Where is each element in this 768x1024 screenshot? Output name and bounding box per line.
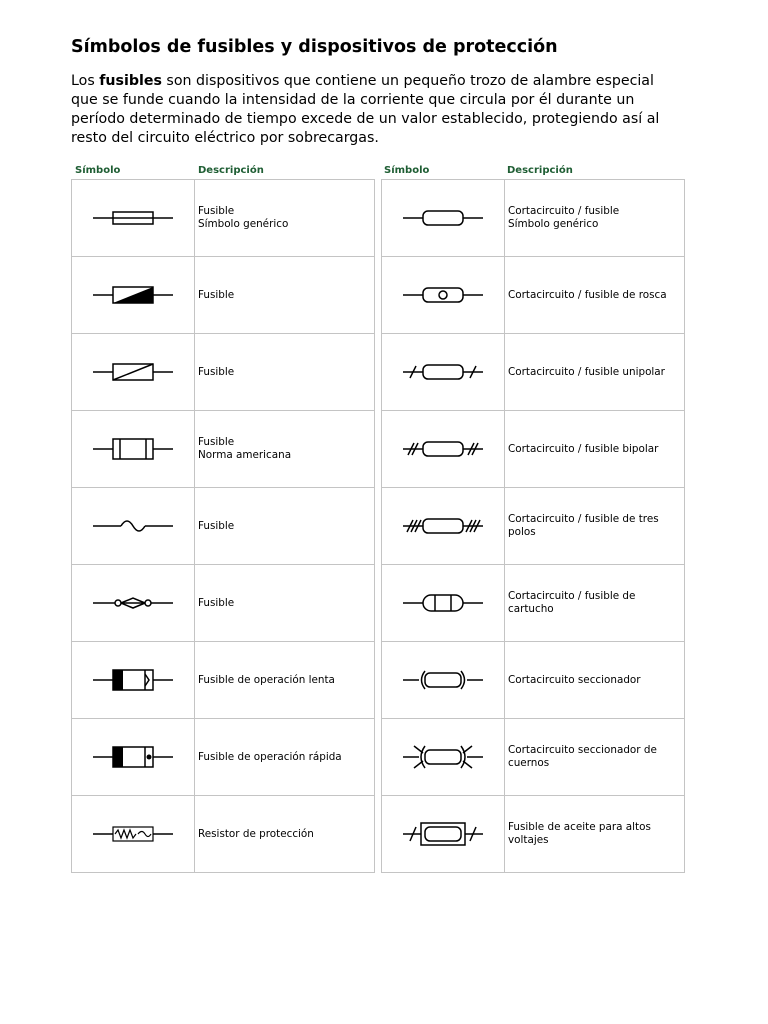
table-row [382, 488, 685, 565]
table-row [382, 257, 685, 334]
intro-bold-term: fusibles [99, 73, 162, 89]
symbol-cell [382, 180, 505, 257]
breaker-cartridge-icon [401, 588, 485, 618]
table-row [382, 411, 685, 488]
fuse-generic-icon [91, 203, 175, 233]
symbol-cell [382, 565, 505, 642]
table-row [382, 796, 685, 873]
description-cell [195, 257, 375, 334]
symbol-cell [72, 411, 195, 488]
description-line: Fusible de aceite para altos [508, 821, 651, 833]
symbol-cell [72, 642, 195, 719]
symbol-cell [72, 796, 195, 873]
description-cell [195, 488, 375, 565]
description-cell [505, 334, 685, 411]
table-row [382, 565, 685, 642]
table-row [72, 719, 375, 796]
symbol-cell [382, 488, 505, 565]
description-line: cuernos [508, 757, 550, 769]
right-symbol-table [381, 179, 685, 873]
table-row [72, 642, 375, 719]
symbol-cell [72, 334, 195, 411]
description-line: Fusible de operación rápida [198, 750, 342, 763]
fuse-diagonal-icon [91, 357, 175, 387]
symbol-cell [382, 642, 505, 719]
table-row [72, 334, 375, 411]
description-cell [195, 180, 375, 257]
description-line: Fusible de operación lenta [198, 673, 335, 686]
fuse-slow-icon [91, 665, 175, 695]
description-line: Cortacircuito / fusible de tres [508, 513, 659, 525]
table-row [72, 565, 375, 642]
breaker-disconnector-icon [401, 665, 485, 695]
symbol-cell [72, 488, 195, 565]
symbol-cell [382, 411, 505, 488]
table-row [382, 180, 685, 257]
symbol-cell [382, 719, 505, 796]
description-line: Cortacircuito / fusible de [508, 590, 636, 602]
description-cell [195, 334, 375, 411]
description-line: Cortacircuito / fusible de rosca [508, 288, 667, 301]
description-cell [505, 719, 685, 796]
protection-resistor-icon [91, 819, 175, 849]
intro-paragraph [71, 72, 671, 148]
description-line: Fusible [198, 365, 235, 378]
description-cell [505, 411, 685, 488]
breaker-bipolar-icon [401, 434, 485, 464]
description-cell [195, 642, 375, 719]
description-line: Norma americana [198, 449, 292, 461]
fuse-american-icon [91, 434, 175, 464]
description-line: Fusible [198, 288, 235, 301]
description-line: Resistor de protección [198, 827, 314, 840]
table-row [72, 180, 375, 257]
description-cell [195, 796, 375, 873]
symbol-cell [382, 334, 505, 411]
description-cell [505, 642, 685, 719]
description-line: Cortacircuito / fusible unipolar [508, 365, 665, 378]
table-row [72, 411, 375, 488]
page-title: Símbolos de fusibles y dispositivos de protección [71, 37, 558, 57]
description-line: Símbolo genérico [198, 218, 289, 230]
description-line: voltajes [508, 834, 549, 846]
fuse-half-filled-icon [91, 280, 175, 310]
description-cell [505, 257, 685, 334]
intro-rest: son dispositivos que contiene un pequeño trozo de alambre especial que se funde cuando la intensidad de la corriente que circula por él durante un período determinado de tiempo excede de un valor establecido, protegiendo así al resto del circuito eléctrico por sobrecargas. [71, 73, 660, 146]
description-cell [195, 565, 375, 642]
intro-prefix: Los [71, 73, 100, 89]
description-cell [195, 719, 375, 796]
table-row [382, 334, 685, 411]
right-description-header: Descripción [507, 165, 573, 176]
fuse-link-icon [91, 588, 175, 618]
fuse-wave-icon [91, 511, 175, 541]
description-line: Cortacircuito / fusible bipolar [508, 442, 659, 455]
left-symbol-table [71, 179, 375, 873]
description-cell [505, 488, 685, 565]
left-symbol-header: Símbolo [75, 165, 121, 176]
description-line: Fusible [198, 205, 235, 217]
description-cell [505, 796, 685, 873]
oil-fuse-icon [401, 819, 485, 849]
breaker-screw-icon [401, 280, 485, 310]
symbol-cell [72, 719, 195, 796]
table-row [72, 796, 375, 873]
right-symbol-header: Símbolo [384, 165, 430, 176]
left-description-header: Descripción [198, 165, 264, 176]
description-line: Símbolo genérico [508, 218, 599, 230]
breaker-unipolar-icon [401, 357, 485, 387]
table-row [72, 257, 375, 334]
description-line: Fusible [198, 519, 235, 532]
symbol-cell [382, 796, 505, 873]
breaker-tripolar-icon [401, 511, 485, 541]
table-row [382, 719, 685, 796]
description-cell [505, 565, 685, 642]
description-line: Cortacircuito seccionador de [508, 744, 657, 756]
symbol-cell [72, 180, 195, 257]
breaker-horns-icon [401, 742, 485, 772]
description-line: polos [508, 526, 536, 538]
description-line: Cortacircuito seccionador [508, 673, 641, 686]
symbol-cell [382, 257, 505, 334]
description-cell [505, 180, 685, 257]
description-line: cartucho [508, 603, 554, 615]
description-line: Cortacircuito / fusible [508, 205, 620, 217]
symbol-cell [72, 565, 195, 642]
description-cell [195, 411, 375, 488]
fuse-fast-icon [91, 742, 175, 772]
table-row [382, 642, 685, 719]
description-line: Fusible [198, 596, 235, 609]
description-line: Fusible [198, 436, 235, 448]
breaker-generic-icon [401, 203, 485, 233]
table-row [72, 488, 375, 565]
symbol-cell [72, 257, 195, 334]
